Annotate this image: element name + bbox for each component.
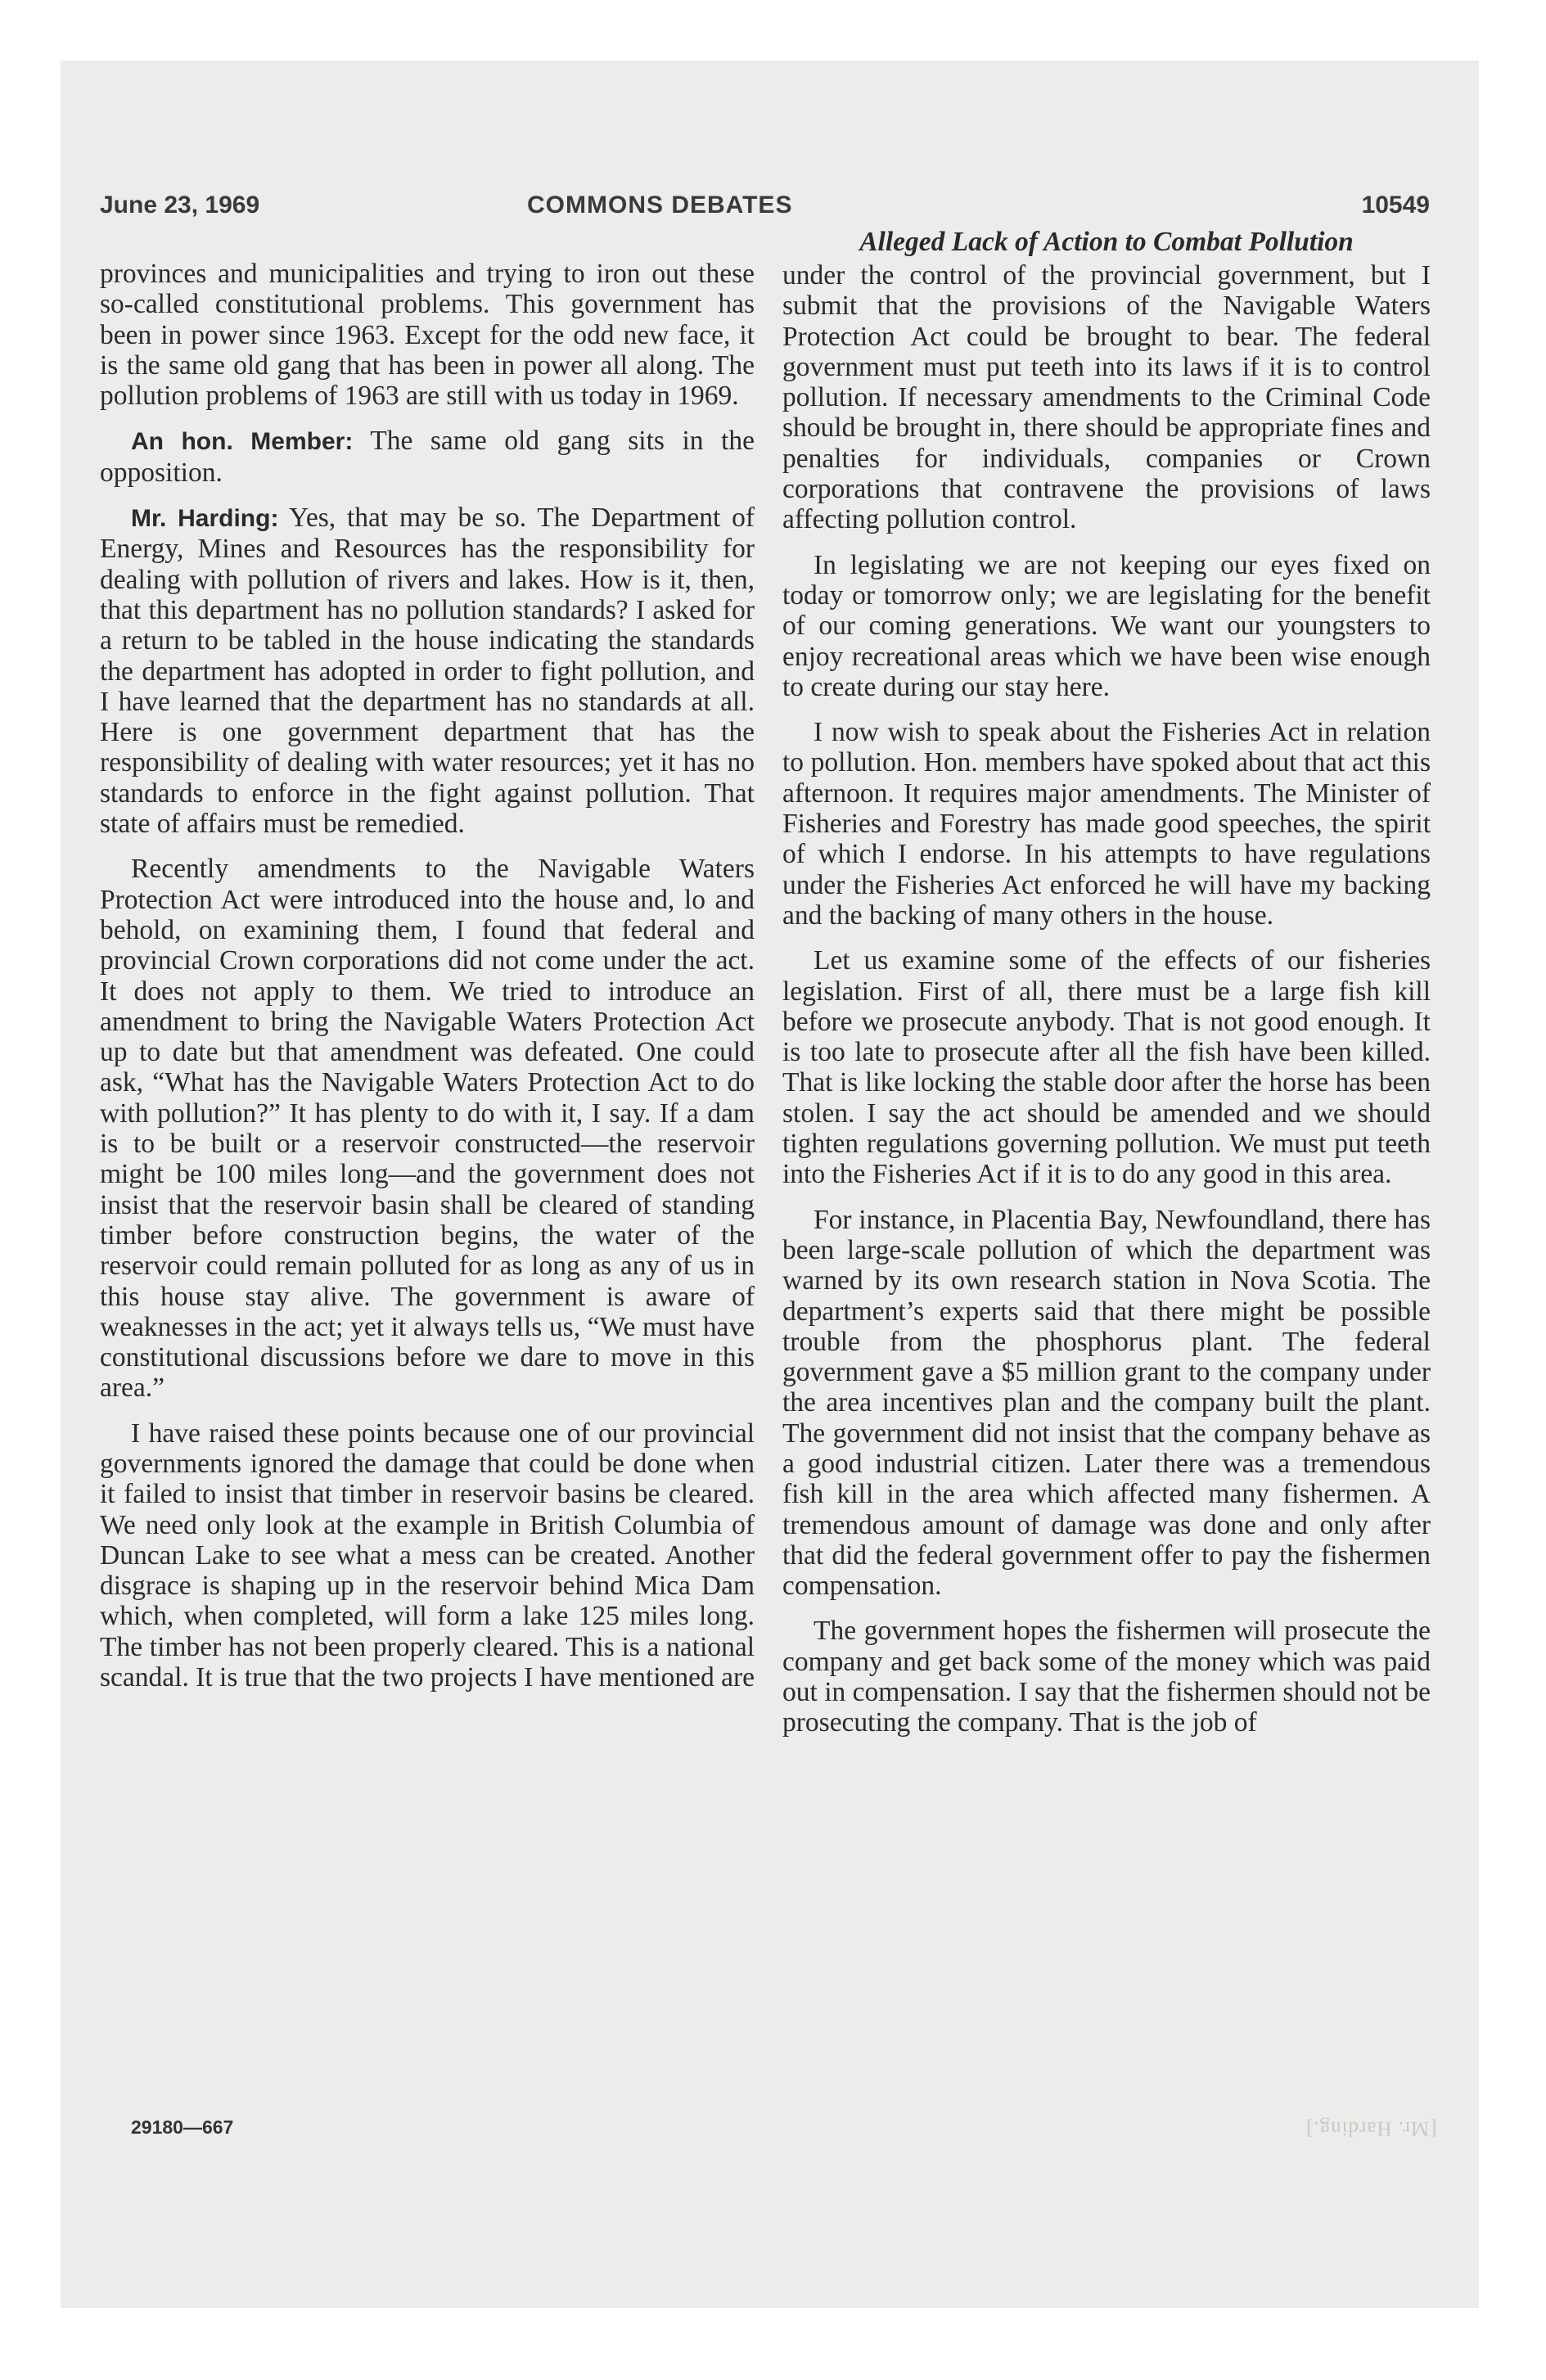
footer-signature-mark: 29180—667: [131, 2116, 234, 2138]
header-date: June 23, 1969: [100, 192, 260, 219]
left-paragraph-1: provinces and municipalities and trying to iron out these so-called constitutional problems. This government has been in power since 1963. Except for the odd new face, it is the same old gang that has been in power all along. The pollution problems of 1963 are still with us today in 1969.: [100, 259, 755, 412]
right-paragraph-4: Let us examine some of the effects of our fisheries legislation. First of all, there must be a large fish kill before we prosecute anybody. That is not good enough. It is too late to prosecute after all the fish have been killed. That is like locking the stable door after the horse has been stolen. I say the act should be amended and we should tighten regulations governing pollution. We must put teeth into the Fisheries Act if it is to do any good in this area.: [782, 945, 1431, 1190]
header-publication: COMMONS DEBATES: [527, 192, 793, 219]
header-page-number: 10549: [1361, 192, 1430, 219]
speaker-hon-member: An hon. Member:: [131, 428, 354, 456]
left-paragraph-2-text: The same old gang sits in the opposition.: [100, 426, 755, 488]
section-title: Alleged Lack of Action to Combat Pollution: [859, 227, 1354, 257]
right-paragraph-1: under the control of the provincial government, but I submit that the provisions of the Navigable Waters Protection Act could be brought to bear. The federal government must put teeth into its laws if it is to control pollution. If necessary amendments to the Criminal Code should be brought in, there should be appropriate fines and penalties for individuals, companies or Crown corporations that contravene the provisions of laws affecting pollution control.: [782, 260, 1431, 535]
footer-continuation-note: [Mr. Harding.]: [1305, 2117, 1436, 2139]
right-column: [782, 226, 1431, 1753]
left-paragraph-3-text: Yes, that may be so. The Department of Energy, Mines and Resources has the responsibility for dealing with pollution of rivers and lakes. How is it, then, that this department has no pollution standards? I asked for a return to be tabled in the house indicating the standards the department has adopted in order to fight pollution, and I have learned that the department has no standards at all. Here is one government department that has the responsibility of dealing with water resources; yet it has no standards to enforce in the fight against pollution. That state of affairs must be remedied.: [100, 503, 755, 840]
speaker-mr-harding: Mr. Harding:: [131, 505, 279, 533]
left-column: [100, 259, 755, 1707]
right-paragraph-3: I now wish to speak about the Fisheries Act in relation to pollution. Hon. members have spoked about that act this afternoon. It requires major amendments. The Minister of Fisheries and Forestry has made good speeches, the spirit of which I endorse. In his attempts to have regulations under the Fisheries Act enforced he will have my backing and the backing of many others in the house.: [782, 717, 1431, 931]
right-paragraph-6: The government hopes the fishermen will prosecute the company and get back some of the money which was paid out in compensation. I say that the fishermen should not be prosecuting the company. That is the job of: [782, 1616, 1431, 1738]
right-paragraph-5: For instance, in Placentia Bay, Newfoundland, there has been large-scale pollution of which the department was warned by its own research station in Nova Scotia. The department’s experts said that there might be possible trouble from the phosphorus plant. The federal government gave a $5 million grant to the company under the area incentives plan and the company built the plant. The government did not insist that the company behave as a good industrial citizen. Later there was a tremendous fish kill in the area which affected many fishermen. A tremendous amount of damage was done and only after that did the federal government offer to pay the fishermen compensation.: [782, 1204, 1431, 1602]
page-sheet: [61, 61, 1479, 2308]
left-paragraph-2: [100, 426, 755, 488]
left-paragraph-3: [100, 503, 755, 839]
left-paragraph-5: I have raised these points because one of our provincial governments ignored the damage that could be done when it failed to insist that timber in reservoir basins be cleared. We need only look at the example in British Columbia of Duncan Lake to see what a mess can be created. Another disgrace is shaping up in the reservoir behind Mica Dam which, when completed, will form a lake 125 miles long. The timber has not been properly cleared. This is a national scandal. It is true that the two projects I have mentioned are: [100, 1418, 755, 1693]
left-paragraph-4: Recently amendments to the Navigable Waters Protection Act were introduced into the house and, lo and behold, on examining them, I found that federal and provincial Crown corporations did not come under the act. It does not apply to them. We tried to introduce an amendment to bring the Navigable Waters Protection Act up to date but that amendment was defeated. One could ask, “What has the Navigable Waters Protection Act to do with pollution?” It has plenty to do with it, I say. If a dam is to be built or a reservoir constructed—the reservoir might be 100 miles long—and the government does not insist that the reservoir basin shall be cleared of standing timber before construction begins, the water of the reservoir could remain polluted for as long as any of us in this house stay alive. The government is aware of weaknesses in the act; yet it always tells us, “We must have constitutional discussions before we dare to move in this area.”: [100, 854, 755, 1404]
right-paragraph-2: In legislating we are not keeping our eyes fixed on today or tomorrow only; we are legislating for the benefit of our coming generations. We want our youngsters to enjoy recreational areas which we have been wise enough to create during our stay here.: [782, 549, 1431, 702]
